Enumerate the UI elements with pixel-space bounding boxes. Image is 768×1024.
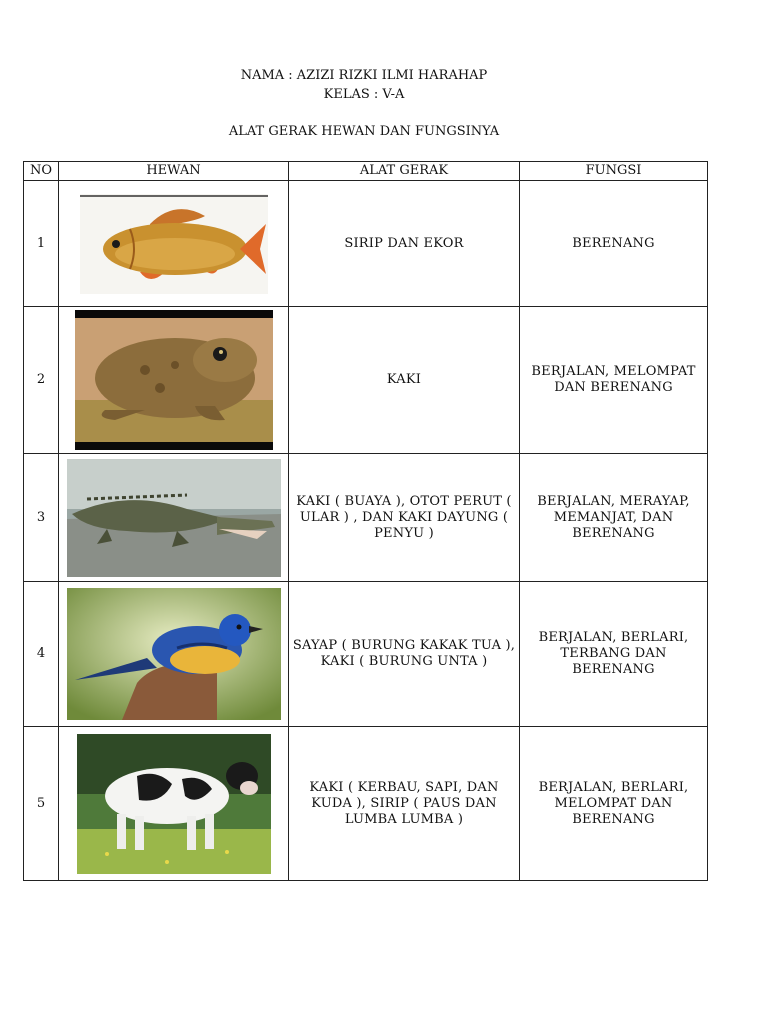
bird-image: [67, 588, 281, 720]
alat-gerak-cell: SIRIP DAN EKOR: [289, 181, 520, 307]
fungsi-cell: BERJALAN, MELOMPAT DAN BERENANG: [520, 307, 708, 454]
row-number: 2: [24, 307, 59, 454]
row-number: 5: [24, 727, 59, 881]
alat-gerak-cell: KAKI ( KERBAU, SAPI, DAN KUDA ), SIRIP ( PAUS DAN LUMBA LUMBA ): [289, 727, 520, 881]
animal-cell: [59, 582, 289, 727]
alat-gerak-cell: KAKI ( BUAYA ), OTOT PERUT ( ULAR ) , DAN KAKI DAYUNG ( PENYU ): [289, 454, 520, 582]
student-class: KELAS : V-A: [323, 87, 405, 102]
fungsi-cell: BERJALAN, MERAYAP, MEMANJAT, DAN BERENANG: [520, 454, 708, 582]
animal-cell: [59, 727, 289, 881]
alat-gerak-cell: SAYAP ( BURUNG KAKAK TUA ), KAKI ( BURUNG UNTA ): [289, 582, 520, 727]
toad-image: [75, 310, 273, 450]
row-number: 4: [24, 582, 59, 727]
crocodile-image: [67, 459, 281, 577]
table-header-row: [24, 162, 708, 181]
row-number: 3: [24, 454, 59, 582]
fungsi-cell: BERJALAN, BERLARI, TERBANG DAN BERENANG: [520, 582, 708, 727]
column-header-no: NO: [24, 162, 59, 181]
animal-cell: [59, 181, 289, 307]
row-number: 1: [24, 181, 59, 307]
table-row: [24, 727, 708, 881]
cow-image: [77, 734, 271, 874]
animal-movement-table: [23, 161, 708, 881]
fungsi-cell: BERENANG: [520, 181, 708, 307]
animal-cell: [59, 307, 289, 454]
column-header-alat-gerak: ALAT GERAK: [289, 162, 520, 181]
table-row: [24, 181, 708, 307]
animal-cell: [59, 454, 289, 582]
column-header-fungsi: FUNGSI: [520, 162, 708, 181]
student-name: NAMA : AZIZI RIZKI ILMI HARAHAP: [240, 68, 488, 83]
fish-image: [80, 194, 268, 294]
document-title: ALAT GERAK HEWAN DAN FUNGSINYA: [228, 124, 500, 139]
table-row: [24, 454, 708, 582]
table-row: [24, 582, 708, 727]
document-header: [0, 66, 728, 141]
fungsi-cell: BERJALAN, BERLARI, MELOMPAT DAN BERENANG: [520, 727, 708, 881]
table-row: [24, 307, 708, 454]
alat-gerak-cell: KAKI: [289, 307, 520, 454]
column-header-hewan: HEWAN: [59, 162, 289, 181]
